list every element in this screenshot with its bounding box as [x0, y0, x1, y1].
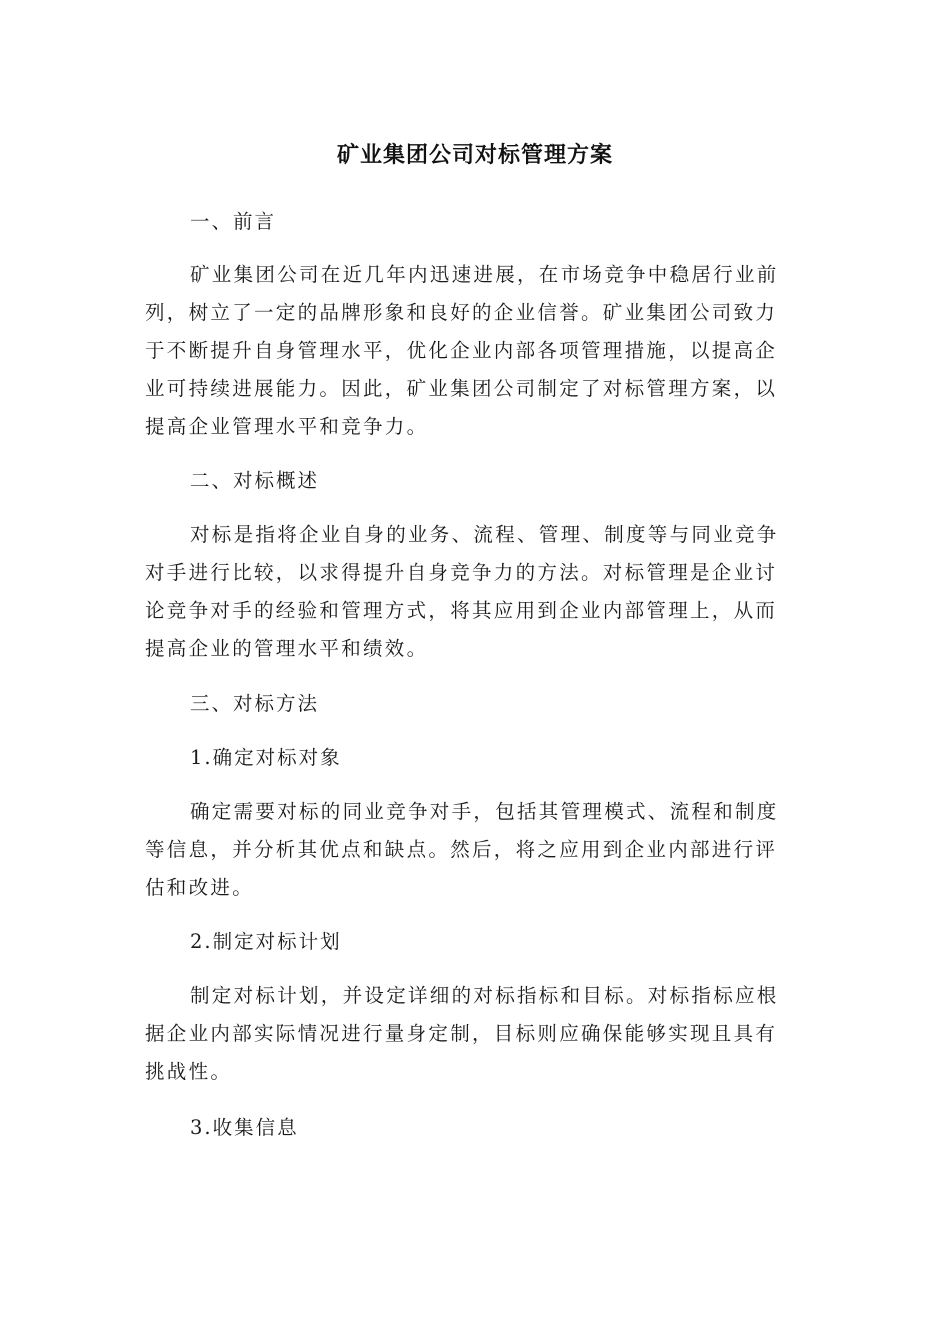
- section-heading-overview: 二、对标概述: [190, 469, 320, 492]
- subsection-heading-collect: 3.收集信息: [190, 1116, 299, 1139]
- paragraph-line: 矿业集团公司在近几年内迅速进展，在市场竞争中稳居行业前: [190, 263, 779, 286]
- document-title: 矿业集团公司对标管理方案: [336, 143, 613, 168]
- paragraph-line: 论竞争对手的经验和管理方式，将其应用到企业内部管理上，从而: [145, 599, 778, 622]
- paragraph-line: 业可持续进展能力。因此，矿业集团公司制定了对标管理方案，以: [145, 377, 778, 400]
- paragraph-line: 估和改进。: [145, 876, 255, 899]
- section-heading-preface: 一、前言: [190, 210, 277, 233]
- paragraph-line: 对标是指将企业自身的业务、流程、管理、制度等与同业竞争: [190, 523, 779, 546]
- paragraph-line: 提高企业管理水平和竞争力。: [145, 415, 429, 438]
- paragraph-line: 等信息，并分析其优点和缺点。然后，将之应用到企业内部进行评: [145, 838, 778, 861]
- section-heading-methods: 三、对标方法: [190, 692, 320, 715]
- paragraph-line: 于不断提升自身管理水平，优化企业内部各项管理措施，以提高企: [145, 339, 778, 362]
- paragraph-line: 提高企业的管理水平和绩效。: [145, 637, 429, 660]
- paragraph-line: 确定需要对标的同业竞争对手，包括其管理模式、流程和制度: [190, 800, 779, 823]
- paragraph-line: 制定对标计划，并设定详细的对标指标和目标。对标指标应根: [190, 984, 779, 1007]
- paragraph-line: 挑战性。: [145, 1060, 233, 1083]
- paragraph-line: 据企业内部实际情况进行量身定制，目标则应确保能够实现且具有: [145, 1022, 778, 1045]
- paragraph-line: 列，树立了一定的品牌形象和良好的企业信誉。矿业集团公司致力: [145, 301, 778, 324]
- subsection-heading-target: 1.确定对标对象: [190, 746, 342, 769]
- subsection-heading-plan: 2.制定对标计划: [190, 930, 342, 953]
- paragraph-line: 对手进行比较，以求得提升自身竞争力的方法。对标管理是企业讨: [145, 561, 778, 584]
